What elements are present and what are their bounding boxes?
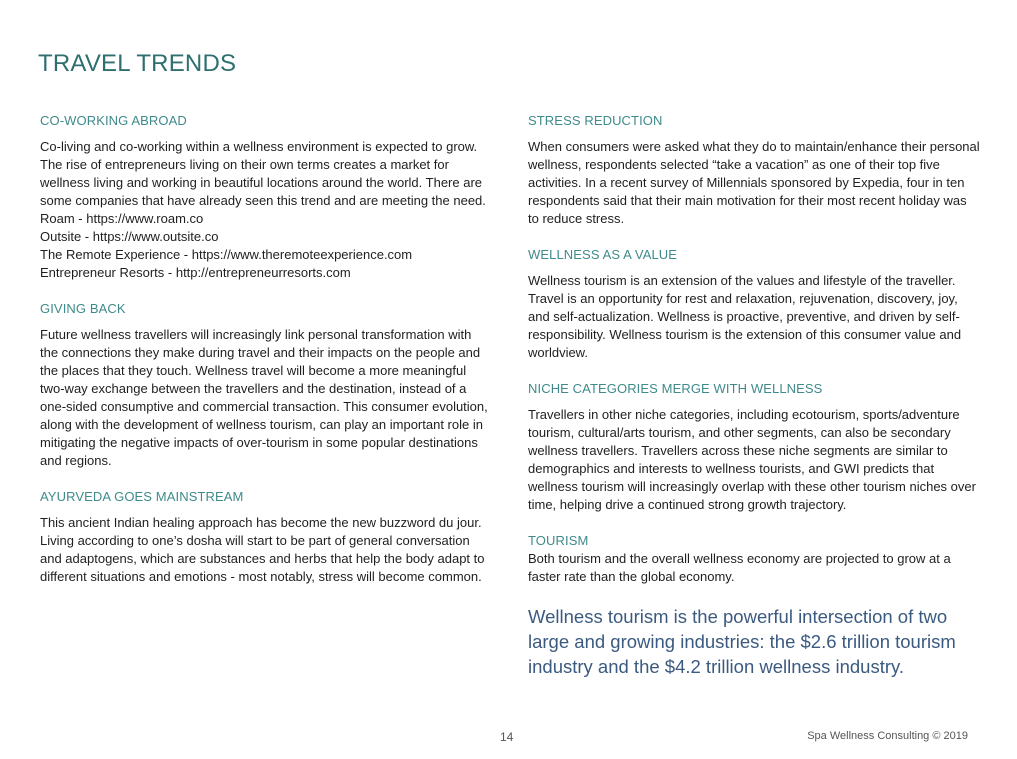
section-heading: WELLNESS AS A VALUE — [528, 247, 678, 262]
section-giving-back — [40, 300, 490, 470]
page-number: 14 — [500, 730, 514, 744]
section-heading: STRESS REDUCTION — [528, 113, 663, 128]
section-body: Both tourism and the overall wellness economy are projected to grow at a faster rate than the global economy. — [528, 551, 951, 584]
section-heading: NICHE CATEGORIES MERGE WITH WELLNESS — [528, 381, 823, 396]
company-list — [40, 210, 490, 282]
company-remote-experience: The Remote Experience - https://www.theremoteexperience.com — [40, 247, 413, 262]
section-coworking-abroad — [40, 112, 490, 282]
section-wellness-value — [528, 246, 980, 362]
section-body: When consumers were asked what they do to maintain/enhance their personal wellness, respondents selected “take a vacation” as one of their top five activities. In a recent survey of Millennials sponsored by Expedia, four in ten respondents said that their main motivation for their most recent holiday was to reduce stress. — [528, 139, 980, 226]
section-body: Wellness tourism is an extension of the values and lifestyle of the traveller. Travel is an opportunity for rest and relaxation, rejuvenation, discovery, joy, and self-actualization. Wellness is proactive, preventive, and driven by self-responsibility. Wellness tourism is the extension of this consumer value and worldview. — [528, 273, 962, 360]
section-heading: GIVING BACK — [40, 301, 126, 316]
right-column — [528, 112, 980, 679]
section-stress-reduction — [528, 112, 980, 228]
section-heading: TOURISM — [528, 533, 589, 548]
section-heading: CO-WORKING ABROAD — [40, 113, 187, 128]
section-ayurveda — [40, 488, 490, 586]
pull-quote: Wellness tourism is the powerful intersection of two large and growing industries: the $2.6 trillion tourism industry and the $4.2 trillion wellness industry. — [528, 606, 956, 677]
left-column — [40, 112, 490, 586]
company-outsite: Outsite - https://www.outsite.co — [40, 229, 219, 244]
section-body: Travellers in other niche categories, including ecotourism, sports/adventure tourism, cultural/arts tourism, and other segments, can also be secondary wellness travellers. Travellers across these niche segments are similar to demographics and interests to wellness tourists, and GWI predicts that wellness tourism will increasingly overlap with these other tourism niches over time, helping drive a continued strong growth trajectory. — [528, 407, 976, 512]
section-niche-categories — [528, 380, 980, 514]
company-entrepreneur-resorts: Entrepreneur Resorts - http://entrepreneurresorts.com — [40, 265, 351, 280]
page-title: TRAVEL TRENDS — [38, 50, 237, 77]
section-body: Co-living and co-working within a wellness environment is expected to grow. The rise of entrepreneurs living on their own terms creates a market for wellness living and working in beautiful locations around the world. There are some companies that have already seen this trend and are meeting the need. — [40, 139, 486, 208]
section-body: Future wellness travellers will increasingly link personal transformation with the connections they make during travel and their impacts on the people and the places that they touch. Wellness travel will become a more meaningful two-way exchange between the travellers and the destination, instead of a one-sided consumptive and commercial transaction. This consumer evolution, along with the development of wellness tourism, can play an important role in mitigating the negative impacts of over-tourism in some popular destinations and regions. — [40, 327, 488, 468]
footer-credit: Spa Wellness Consulting © 2019 — [807, 730, 968, 742]
section-tourism — [528, 532, 980, 586]
section-heading: AYURVEDA GOES MAINSTREAM — [40, 489, 244, 504]
section-body: This ancient Indian healing approach has become the new buzzword du jour. Living according to one’s dosha will start to be part of general conversation and adaptogens, which are substances and herbs that help the body adapt to different situations and emotions - most notably, stress will become common. — [40, 515, 485, 584]
company-roam: Roam - https://www.roam.co — [40, 211, 204, 226]
